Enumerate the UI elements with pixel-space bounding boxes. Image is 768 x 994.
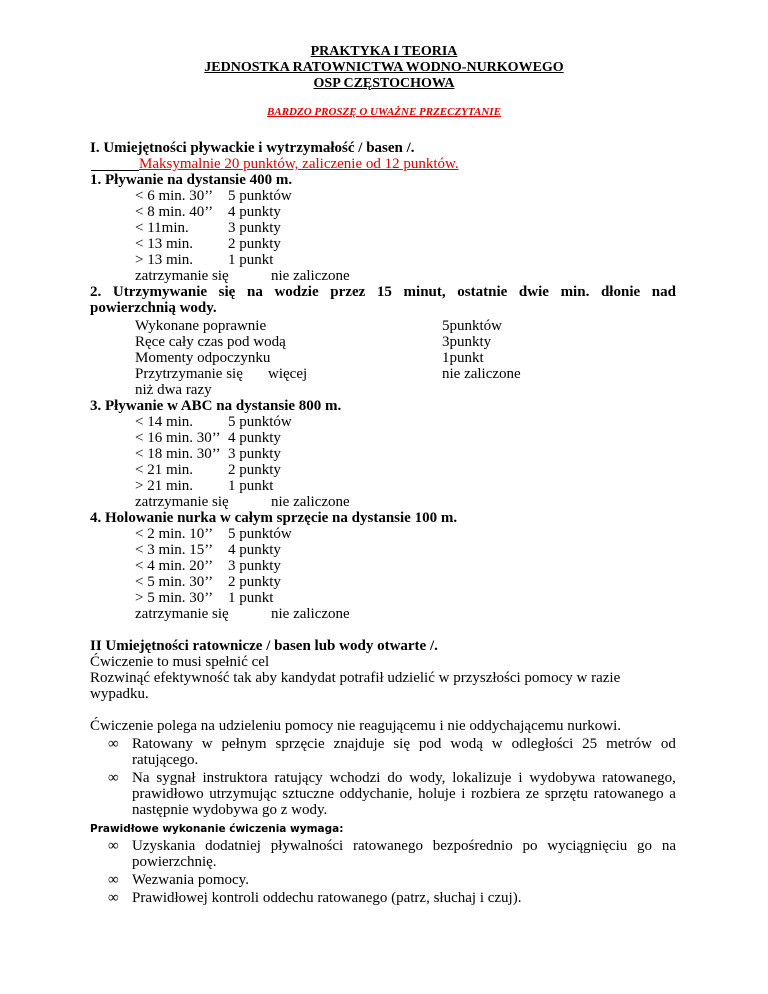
read-carefully-notice: BARDZO PROSZĘ O UWAŻNE PRZECZYTANIE (267, 106, 501, 118)
bullet1-word: Ratowany (132, 736, 193, 752)
ex2-title-word: 2. (90, 284, 102, 300)
ex3-time: < 18 min. 30’’ (135, 446, 221, 462)
ex4-score: 3 punkty (228, 558, 281, 574)
ex2-last-label-b: więcej (268, 366, 308, 382)
header-line-1: PRAKTYKA I TEORIA (310, 44, 458, 59)
ex1-time: < 6 min. 30’’ (135, 188, 214, 204)
ex2-title-line1 (90, 284, 676, 301)
bullet2-line1 (132, 770, 676, 787)
ex3-title: 3. Pływanie w ABC na dystansie 800 m. (90, 398, 342, 414)
bullet2-word: sztuczne (282, 786, 334, 802)
ex2-title-word: na (246, 284, 263, 300)
infinity-bullet-icon: ∞ (108, 872, 119, 888)
bullet2-word: ze (525, 786, 540, 802)
req1-word: go (637, 838, 653, 854)
bullet2-word: wchodzi (329, 770, 381, 786)
ex4-score: 5 punktów (228, 526, 292, 542)
bullet2-word: sprzętu (544, 786, 589, 802)
req1-word: bezpośrednio (432, 838, 513, 854)
section2-heading: II Umiejętności ratownicze / basen lub wody otwarte /. (90, 638, 438, 654)
ex3-stop-result: nie zaliczone (271, 494, 350, 510)
bullet2-word: Na (132, 770, 150, 786)
points-note: Maksymalnie 20 punktów, zaliczenie od 12 punktów. (139, 156, 459, 172)
req1-word: po (522, 838, 538, 854)
ex2-score: 1punkt (442, 350, 484, 366)
req1-line2: powierzchnię. (132, 854, 217, 870)
ex2-label: Wykonane poprawnie (135, 318, 267, 334)
bullet2-word: utrzymując (209, 786, 277, 802)
req3: Prawidłowej kontroli oddechu ratowanego (patrz, słuchaj i czuj). (132, 890, 522, 906)
bullet1-word: metrów (606, 736, 652, 752)
bullet2-word: i (461, 786, 466, 802)
req2: Wezwania pomocy. (132, 872, 249, 888)
bullet2-word: rozbiera (471, 786, 521, 802)
bullet2-word: sygnał (156, 770, 196, 786)
ex4-stop-label: zatrzymanie się (135, 606, 229, 622)
ex2-title-word: nad (651, 284, 676, 300)
bullet2-word: ratowanego, (602, 770, 676, 786)
bullet2-word: ratujący (274, 770, 323, 786)
ex2-label: Ręce cały czas pod wodą (135, 334, 286, 350)
bullet1-word: w (491, 736, 503, 752)
bullet1-word: wodą (450, 736, 483, 752)
bullet2-word: i (518, 770, 523, 786)
ex3-score: 1 punkt (228, 478, 274, 494)
ex2-title-word: ostatnie (457, 284, 508, 300)
bullet2-word: instruktora (202, 770, 268, 786)
ex4-stop-result: nie zaliczone (271, 606, 350, 622)
ex2-last-label-a: Przytrzymanie się (135, 366, 243, 382)
ex3-time: > 21 min. (135, 478, 194, 494)
bullet2-word: wydobywa (529, 770, 596, 786)
req1-word: wyciągnięciu (547, 838, 628, 854)
bullet1-word: odległości (511, 736, 574, 752)
header-line-2: JEDNOSTKA RATOWNICTWA WODNO-NURKOWEGO (204, 60, 564, 75)
ex1-time: < 11min. (135, 220, 189, 236)
ex2-title-word: przez (330, 284, 366, 300)
ex3-score: 2 punkty (228, 462, 281, 478)
ex2-title-word: wodzie (274, 284, 319, 300)
req1-word: Uzyskania (132, 838, 196, 854)
bullet1-line2: ratującego. (132, 752, 199, 768)
exercise-intro: Ćwiczenie polega na udzieleniu pomocy nie reagującemu i nie oddychającemu nurkowi. (90, 718, 622, 734)
ex4-score: 1 punkt (228, 590, 274, 606)
bullet1-word: 25 (582, 736, 598, 752)
ex4-score: 4 punkty (228, 542, 281, 558)
ex1-score: 4 punkty (228, 204, 281, 220)
ex3-score: 5 punktów (228, 414, 292, 430)
goal-line: Ćwiczenie to musi spełnić cel (90, 654, 270, 670)
ex3-time: < 21 min. (135, 462, 194, 478)
ex4-time: < 4 min. 20’’ (135, 558, 214, 574)
bullet2-word: a (669, 786, 676, 802)
ex2-label: Momenty odpoczynku (135, 350, 271, 366)
infinity-bullet-icon: ∞ (108, 838, 119, 854)
indent-underline (91, 170, 139, 171)
req1-word: na (661, 838, 676, 854)
ex2-title-word: 15 (376, 284, 392, 300)
goal-desc-2: wypadku. (90, 686, 149, 702)
ex3-stop-label: zatrzymanie się (135, 494, 229, 510)
ex2-title-word: się (218, 284, 236, 300)
bullet2-line3: następnie wydobywa go z wody. (132, 802, 328, 818)
req1-line1 (132, 838, 676, 855)
ex2-title-word: min. (560, 284, 590, 300)
ex1-score: 1 punkt (228, 252, 274, 268)
bullet1-word: znajduje (333, 736, 385, 752)
ex1-stop-label: zatrzymanie się (135, 268, 229, 284)
req1-word: pływalności (270, 838, 344, 854)
bullet2-word: wody, (409, 770, 446, 786)
ex2-title-word: dwie (518, 284, 549, 300)
ex4-time: < 3 min. 15’’ (135, 542, 214, 558)
bullet2-word: lokalizuje (452, 770, 512, 786)
bullet2-word: oddychanie, (339, 786, 413, 802)
ex3-score: 4 punkty (228, 430, 281, 446)
ex1-score: 5 punktów (228, 188, 292, 204)
goal-desc-1: Rozwinąć efektywność tak aby kandydat potrafił udzielić w przyszłości pomocy w razie (90, 670, 621, 686)
bullet2-word: ratowanego (593, 786, 664, 802)
bullet1-word: sprzęcie (275, 736, 325, 752)
ex1-title: 1. Pływanie na dystansie 400 m. (90, 172, 293, 188)
infinity-bullet-icon: ∞ (108, 890, 119, 906)
section1-heading: I. Umiejętności pływackie i wytrzymałość / basen /. (90, 140, 415, 156)
req1-word: ratowanego (352, 838, 423, 854)
bullet1-word: pod (418, 736, 442, 752)
bullet1-word: pełnym (221, 736, 267, 752)
bullet2-word: prawidłowo (132, 786, 204, 802)
bullet2-word: holuje (418, 786, 456, 802)
ex4-time: < 5 min. 30’’ (135, 574, 214, 590)
bullet2-word: do (387, 770, 403, 786)
ex2-title-line2: powierzchnią wody. (90, 300, 217, 316)
infinity-bullet-icon: ∞ (108, 770, 119, 786)
ex3-time: < 16 min. 30’’ (135, 430, 221, 446)
req1-word: dodatniej (205, 838, 261, 854)
ex1-stop-result: nie zaliczone (271, 268, 350, 284)
bullet1-word: się (393, 736, 410, 752)
ex1-time: < 13 min. (135, 236, 194, 252)
infinity-bullet-icon: ∞ (108, 736, 119, 752)
ex4-score: 2 punkty (228, 574, 281, 590)
ex2-last-score: nie zaliczone (442, 366, 521, 382)
bullet1-word: w (201, 736, 213, 752)
ex1-time: > 13 min. (135, 252, 194, 268)
bullet2-line2 (132, 786, 676, 803)
ex4-time: > 5 min. 30’’ (135, 590, 214, 606)
ex2-score: 5punktów (442, 318, 502, 334)
ex4-title: 4. Holowanie nurka w całym sprzęcie na dystansie 100 m. (90, 510, 458, 526)
ex1-score: 3 punkty (228, 220, 281, 236)
ex4-time: < 2 min. 10’’ (135, 526, 214, 542)
ex1-time: < 8 min. 40’’ (135, 204, 214, 220)
ex3-time: < 14 min. (135, 414, 194, 430)
header-line-3: OSP CZĘSTOCHOWA (313, 76, 455, 91)
requirements-heading: Prawidłowe wykonanie ćwiczenia wymaga: (90, 823, 344, 835)
ex2-title-word: dłonie (600, 284, 641, 300)
ex2-title-word: minut, (403, 284, 446, 300)
ex2-last-label-c: niż dwa razy (135, 382, 212, 398)
ex3-score: 3 punkty (228, 446, 281, 462)
bullet1-word: od (660, 736, 676, 752)
ex1-score: 2 punkty (228, 236, 281, 252)
ex2-score: 3punkty (442, 334, 492, 350)
ex2-title-word: Utrzymywanie (112, 284, 208, 300)
bullet1-line1 (132, 736, 676, 753)
